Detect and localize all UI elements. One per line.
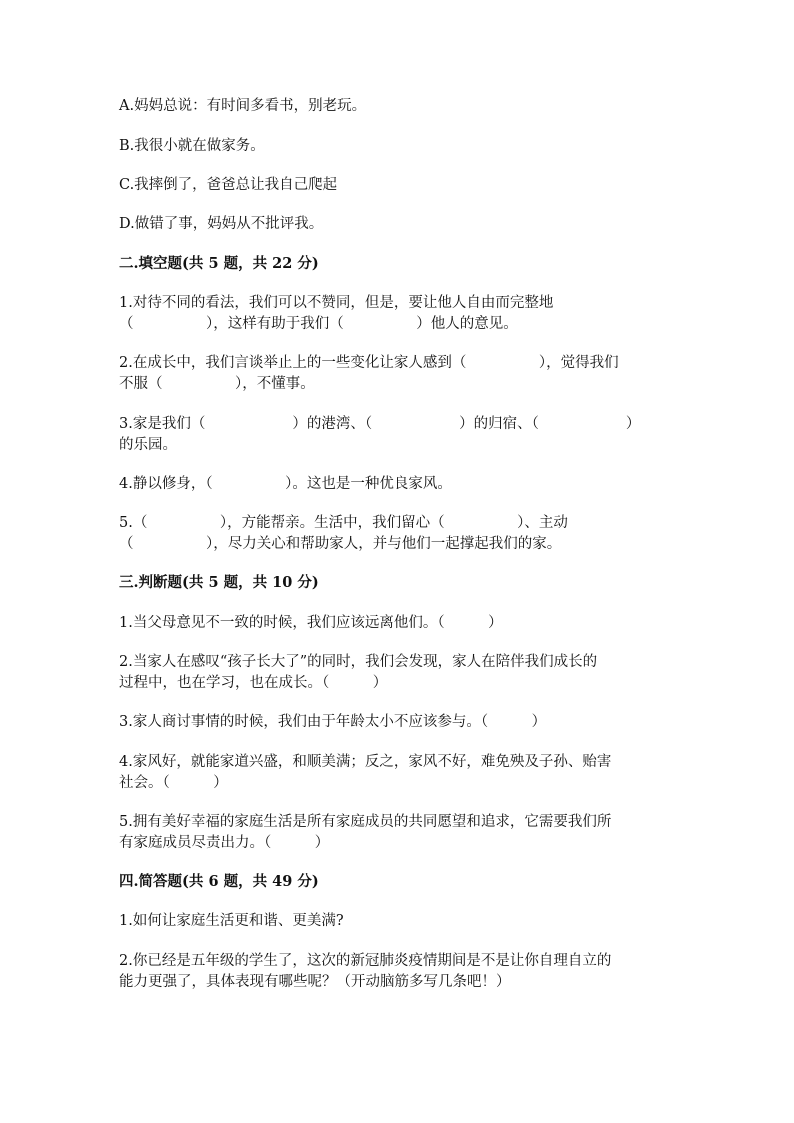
choice-c: C.我摔倒了，爸爸总让我自己爬起 xyxy=(119,177,338,193)
s2-q4-line1: 4.静以修身，（ ）。这也是一种优良家风。 xyxy=(119,476,452,492)
s3-q1-line1: 1.当父母意见不一致的时候，我们应该远离他们。（ ） xyxy=(119,615,503,631)
s2-q2-line1: 2.在成长中，我们言谈举止上的一些变化让家人感到（ ），觉得我们 xyxy=(119,355,619,371)
section3-heading: 三.判断题(共 5 题，共 10 分) xyxy=(119,574,319,591)
s3-q2-line1: 2.当家人在感叹“孩子长大了”的同时，我们会发现，家人在陪伴我们成长的 xyxy=(119,654,598,670)
s2-q5-line2: （ ），尽力关心和帮助家人，并与他们一起撑起我们的家。 xyxy=(119,536,562,552)
s3-q4-line1: 4.家风好，就能家道兴盛，和顺美满；反之，家风不好，难免殃及子孙、贻害 xyxy=(119,754,612,770)
choice-a: A.妈妈总说：有时间多看书，别老玩。 xyxy=(119,98,367,114)
s3-q2-line2: 过程中，也在学习，也在成长。（ ） xyxy=(119,675,388,691)
s4-q2-line1: 2.你已经是五年级的学生了，这次的新冠肺炎疫情期间是不是让你自理自立的 xyxy=(119,953,612,969)
s3-q4-line2: 社会。（ ） xyxy=(119,775,228,791)
section4-heading: 四.简答题(共 6 题，共 49 分) xyxy=(119,873,319,890)
s2-q1-line1: 1.对待不同的看法，我们可以不赞同，但是，要让他人自由而完整地 xyxy=(119,295,554,311)
choice-d: D.做错了事，妈妈从不批评我。 xyxy=(119,216,324,232)
s4-q2-line2: 能力更强了，具体表现有哪些呢？（开动脑筋多写几条吧！） xyxy=(119,974,511,990)
section2-heading: 二.填空题(共 5 题，共 22 分) xyxy=(119,255,319,272)
s3-q5-line2: 有家庭成员尽责出力。（ ） xyxy=(119,835,330,851)
s2-q2-line2: 不服（ ），不懂事。 xyxy=(119,376,315,392)
s3-q3-line1: 3.家人商讨事情的时候，我们由于年龄太小不应该参与。（ ） xyxy=(119,714,547,730)
s2-q5-line1: 5.（ ），方能帮亲。生活中，我们留心（ ）、主动 xyxy=(119,515,568,531)
s3-q5-line1: 5.拥有美好幸福的家庭生活是所有家庭成员的共同愿望和追求，它需要我们所 xyxy=(119,814,612,830)
s2-q3-line1: 3.家是我们（ ）的港湾、（ ）的归宿、（ ） xyxy=(119,416,641,432)
s2-q1-line2: （ ），这样有助于我们（ ）他人的意见。 xyxy=(119,316,518,332)
s4-q1-line1: 1.如何让家庭生活更和谐、更美满? xyxy=(119,913,344,929)
choice-b: B.我很小就在做家务。 xyxy=(119,138,265,154)
s2-q3-line2: 的乐园。 xyxy=(119,437,177,453)
